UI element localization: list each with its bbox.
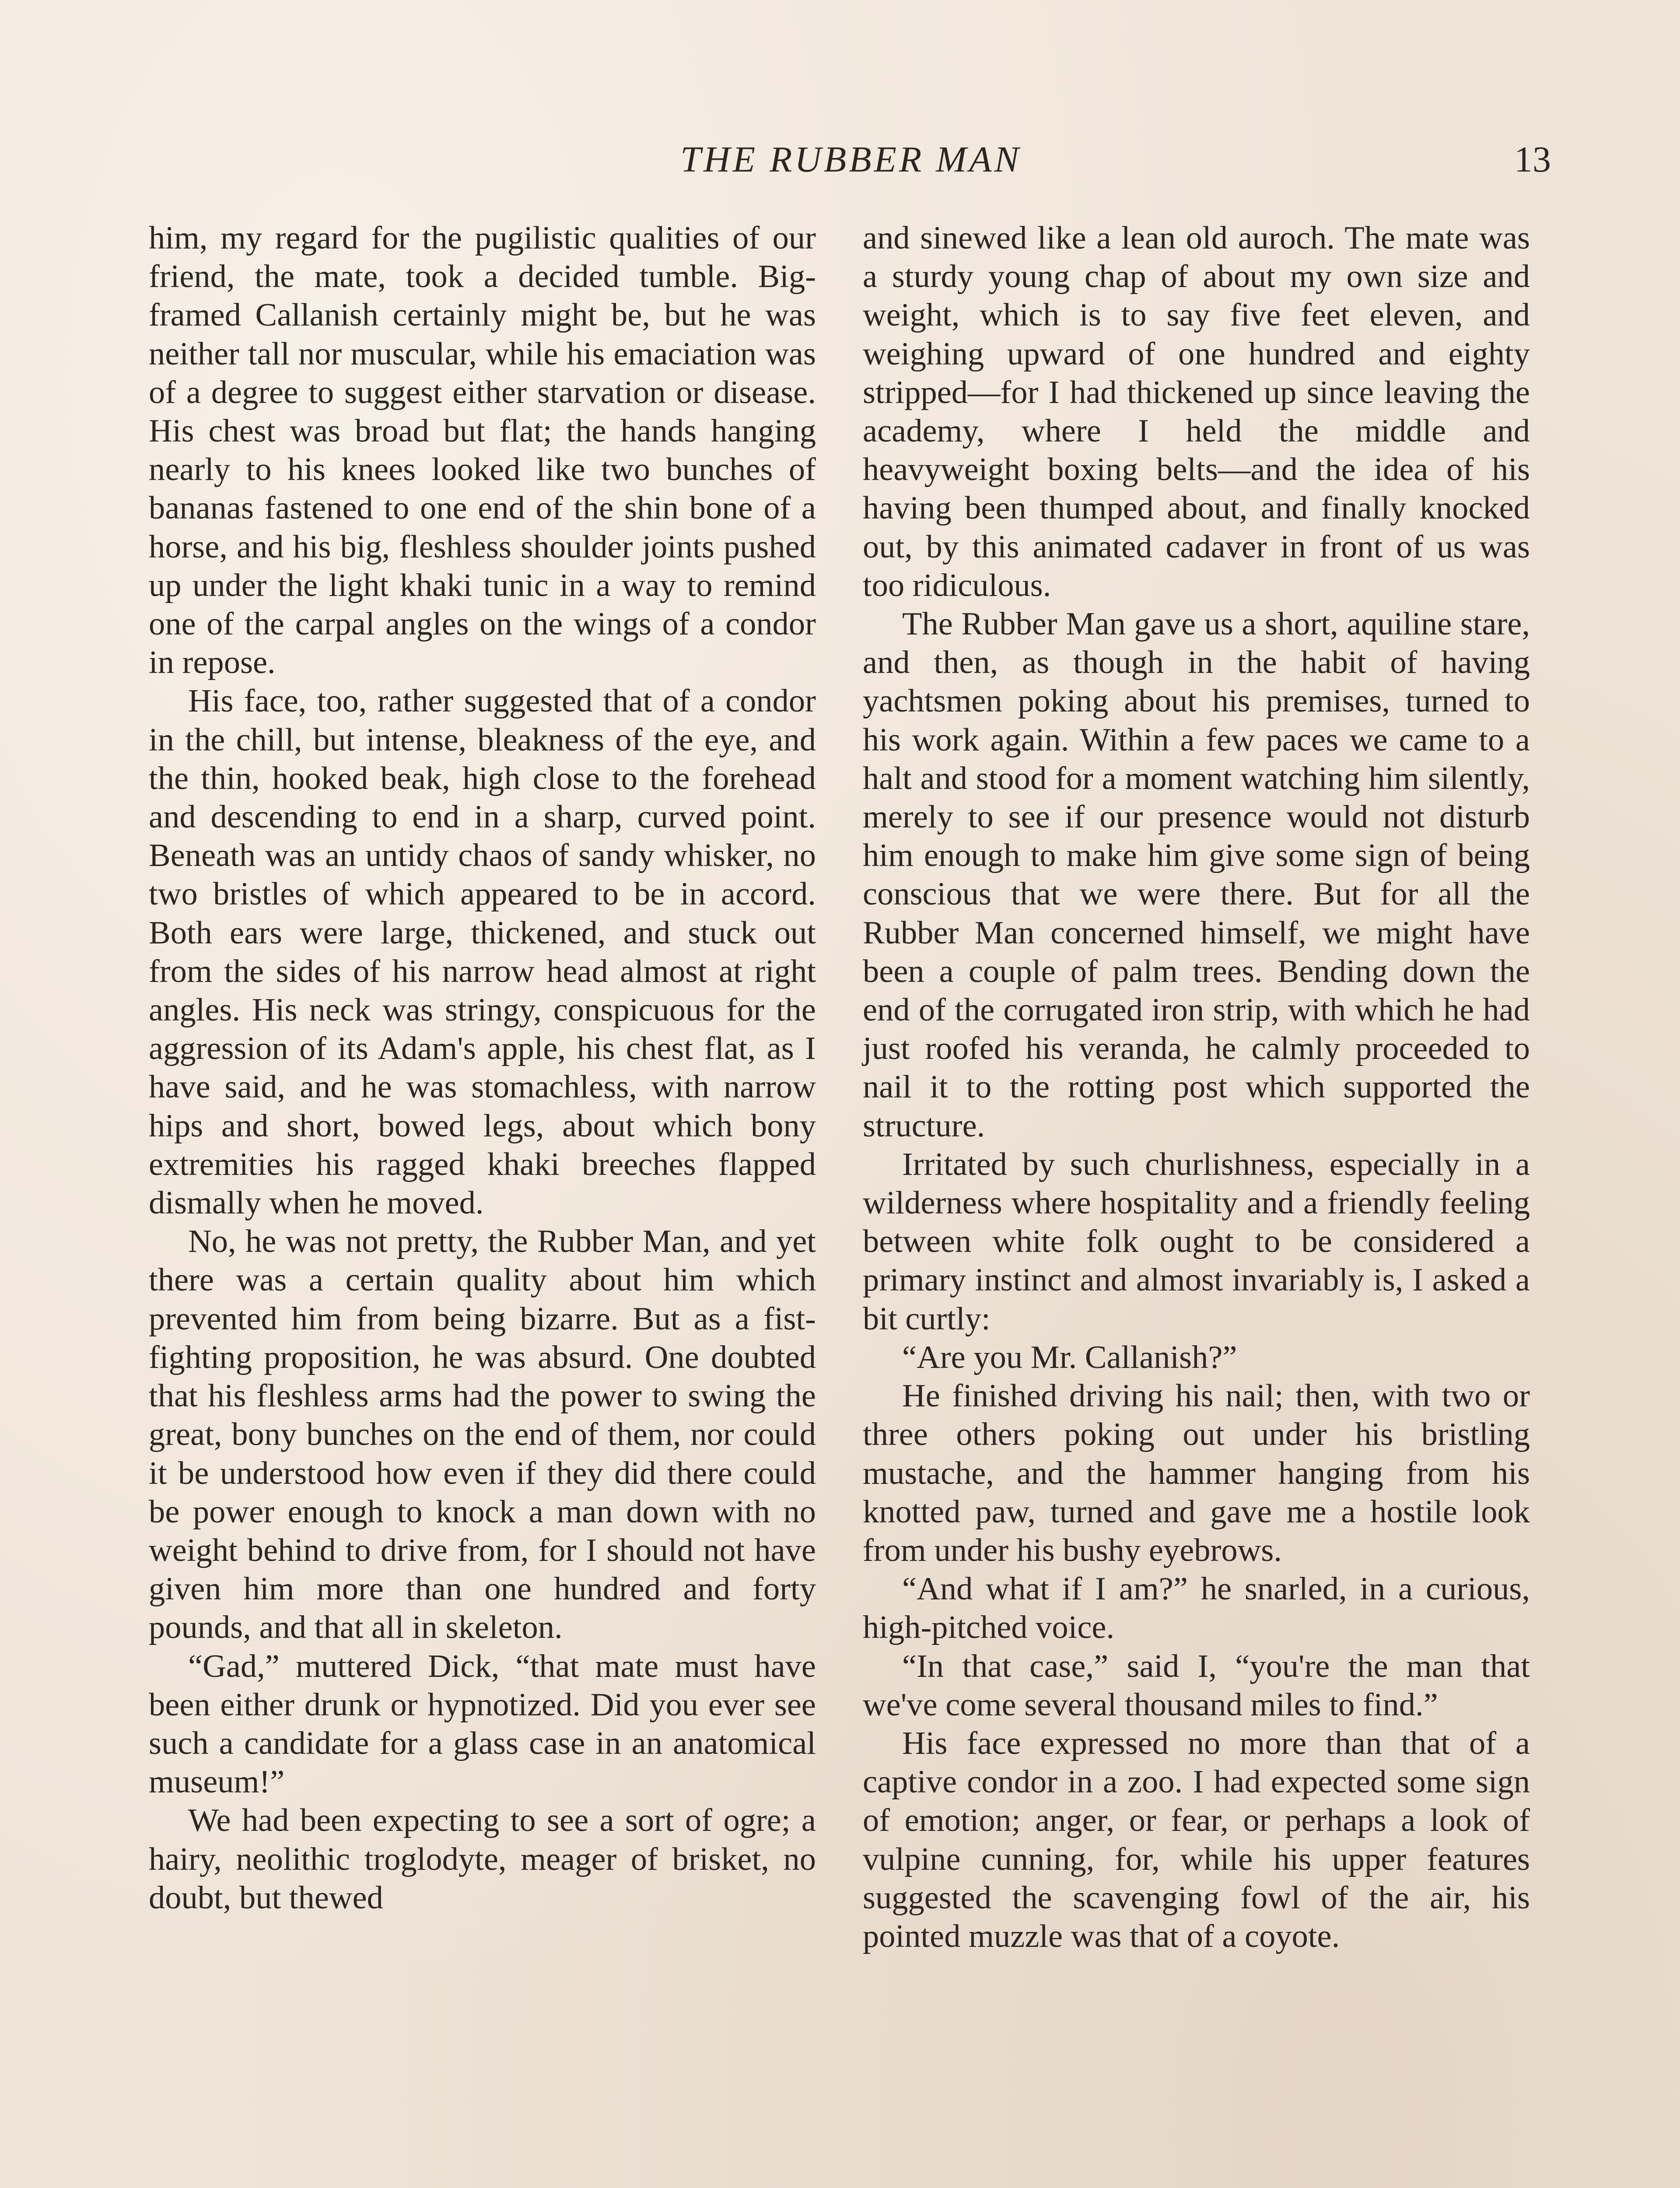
page-number: 13 — [1514, 139, 1551, 180]
paragraph: him, my regard for the pugilistic qualities of our friend, the mate, took a decided tumble. Big-framed Callanish certainly might be, but he was neither tall nor muscular, while his emaciation was of a degree to suggest either starvation or disease. His chest was broad but flat; the hands hanging nearly to his knees looked like two bunches of bananas fastened to one end of the shin bone of a horse, and his big, fleshless shoulder joints pushed up under the light khaki tunic in a way to remind one of the carpal angles on the wings of a condor in repose. — [149, 220, 816, 681]
running-title: THE RUBBER MAN — [680, 139, 1022, 180]
paragraph: “In that case,” said I, “you're the man that we've come several thousand miles to find.” — [863, 1648, 1530, 1723]
paragraph: “And what if I am?” he snarled, in a curious, high-pitched voice. — [863, 1571, 1530, 1646]
paragraph: The Rubber Man gave us a short, aquiline stare, and then, as though in the habit of having yachtsmen poking about his premises, turned to his work again. Within a few paces we came to a halt and stood for a moment watching him silently, merely to see if our presence would not disturb him enough to make him give some sign of being conscious that we were there. But for all the Rubber Man concerned himself, we might have been a couple of palm trees. Bending down the end of the corrugated iron strip, with which he had just roofed his veranda, he calmly proceeded to nail it to the rotting post which supported the structure. — [863, 606, 1530, 1144]
paragraph: and sinewed like a lean old auroch. The mate was a sturdy young chap of about my own size and weight, which is to say five feet eleven, and weighing upward of one hundred and eighty stripped—for I had thickened up since leaving the academy, where I held the middle and heavyweight boxing belts—and the idea of his having been thumped about, and finally knocked out, by this animated cadaver in front of us was too ridiculous. — [863, 220, 1530, 603]
paragraph: We had been expecting to see a sort of ogre; a hairy, neolithic troglodyte, meager of brisket, no doubt, but thewed — [149, 1802, 816, 1916]
right-column — [863, 219, 1530, 1956]
page-header — [151, 131, 1551, 193]
paragraph: His face, too, rather suggested that of a condor in the chill, but intense, bleakness of the eye, and the thin, hooked beak, high close to the forehead and descending to end in a sharp, curved point. Beneath was an untidy chaos of sandy whisker, no two bristles of which appeared to be in accord. Both ears were large, thickened, and stuck out from the sides of his narrow head almost at right angles. His neck was stringy, conspicuous for the aggression of its Adam's apple, his chest flat, as I have said, and he was stomachless, with narrow hips and short, bowed legs, about which bony extremities his ragged khaki breeches flapped dismally when he moved. — [149, 683, 816, 1221]
left-column — [149, 219, 816, 1917]
paragraph: “Are you Mr. Callanish?” — [902, 1339, 1237, 1375]
paragraph: He finished driving his nail; then, with two or three others poking out under his bristling mustache, and the hammer hanging from his knotted paw, turned and gave me a hostile look from under his bushy eyebrows. — [863, 1378, 1530, 1568]
paragraph: His face expressed no more than that of a captive condor in a zoo. I had expected some sign of emotion; anger, or fear, or perhaps a look of vulpine cunning, for, while his upper features suggested the scavenging fowl of the air, his pointed muzzle was that of a coyote. — [863, 1725, 1530, 1954]
paragraph: No, he was not pretty, the Rubber Man, and yet there was a certain quality about him which prevented him from being bizarre. But as a fist-fighting proposition, he was absurd. One doubted that his fleshless arms had the power to swing the great, bony bunches on the end of them, nor could it be understood how even if they did there could be power enough to knock a man down with no weight behind to drive from, for I should not have given him more than one hundred and forty pounds, and that all in skeleton. — [149, 1224, 816, 1646]
paragraph: Irritated by such churlishness, especially in a wilderness where hospitality and a friendly feeling between white folk ought to be considered a primary instinct and almost invariably is, I asked a bit curtly: — [863, 1146, 1530, 1337]
paragraph: “Gad,” muttered Dick, “that mate must have been either drunk or hypnotized. Did you ever see such a candidate for a glass case in an anatomical museum!” — [149, 1648, 816, 1800]
